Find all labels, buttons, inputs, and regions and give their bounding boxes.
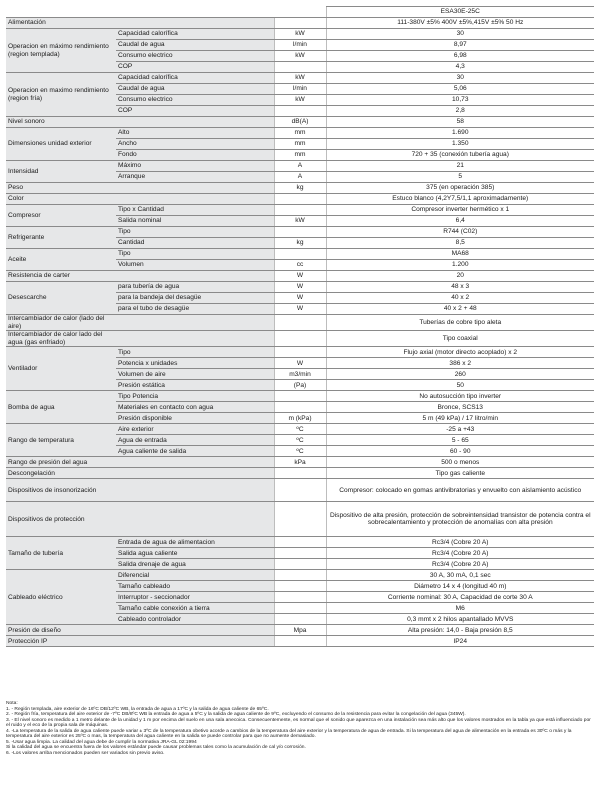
note-line: 4. -La temperatura de la salida de agua caliente puede variar ± 3ºC de la temperatura obetivo acorde a cambios de la temperatura del aire exterior y la temperatura de agua de entrada. Si la temperatura del agua de alimentación en la entrada es 30ºC o más y la temperatura del aire exterior es 25ºC o mas, la temperatura del agua caliente en la salida se puede controlar para que no aumente demasiado. (6, 728, 572, 739)
sub-label: Volumen de aire (116, 369, 274, 380)
unit-cell: W (274, 293, 326, 304)
value-cell: IP24 (326, 636, 594, 647)
note-line: 5. -Usar agua limpia. La calidad del agua debe de cumplir la normativa JRA-GL 02:1994 (6, 739, 197, 745)
group-label: Intercambiador de calor lado del agua (gas enfriado) (6, 331, 116, 347)
sub-label: Consumo electrico (116, 95, 274, 106)
group-label: Nivel sonoro (6, 117, 116, 128)
spec-table-body (6, 7, 594, 647)
sub-label: Tipo (116, 249, 274, 260)
value-cell: 30 (326, 29, 594, 40)
note-line: 1. - Región templada, aire exterior de 16ºC DB/12ºC WB, la entrada de agua a 17ºC y la salida de agua caliente de 65ºC. (6, 706, 269, 712)
sub-label: Entrada de agua de alimentacion (116, 537, 274, 548)
spec-row (6, 161, 594, 172)
unit-cell (274, 62, 326, 73)
sub-label: COP (116, 106, 274, 117)
value-cell: 50 (326, 380, 594, 391)
group-label: Tamaño de tubería (6, 537, 116, 570)
group-label: Alimentación (6, 18, 116, 29)
unit-cell: W (274, 271, 326, 282)
sub-label (116, 457, 274, 468)
sub-label: Caudal de agua (116, 40, 274, 51)
spec-row (6, 479, 594, 502)
value-cell: 1.200 (326, 260, 594, 271)
note-line: 6. -Los valores arriba mencionados pueden ser variados sin previo aviso. (6, 750, 165, 756)
group-label: Dispositivos de insonorización (6, 479, 116, 502)
group-label: Cableado eléctrico (6, 570, 116, 625)
value-cell: 40 x 2 + 48 (326, 304, 594, 315)
value-cell: Rc3/4 (Cobre 20 A) (326, 559, 594, 570)
sub-label: Arranque (116, 172, 274, 183)
value-cell: No autosucción tipo inverter (326, 391, 594, 402)
spec-row (6, 625, 594, 636)
sub-label: Tipo x Cantidad (116, 205, 274, 216)
value-cell: 20 (326, 271, 594, 282)
unit-cell (274, 603, 326, 614)
value-cell: 375 (en operación 385) (326, 183, 594, 194)
sub-label: para tubería de agua (116, 282, 274, 293)
value-cell: 1.350 (326, 139, 594, 150)
spec-row (6, 468, 594, 479)
value-cell: 1.690 (326, 128, 594, 139)
sub-label: Tipo (116, 227, 274, 238)
group-label: Ventilador (6, 347, 116, 391)
value-cell: -25 a +43 (326, 424, 594, 435)
unit-cell: kPa (274, 457, 326, 468)
value-cell: M6 (326, 603, 594, 614)
group-label: Dimensiones unidad exterior (6, 128, 116, 161)
unit-cell (274, 548, 326, 559)
value-cell: Bronce, SCS13 (326, 402, 594, 413)
value-cell: 21 (326, 161, 594, 172)
value-cell: Flujo axial (motor directo acoplado) x 2 (326, 347, 594, 358)
unit-cell (274, 581, 326, 592)
group-label: Peso (6, 183, 116, 194)
value-cell: Compresor inverter hermético x 1 (326, 205, 594, 216)
unit-cell: kW (274, 29, 326, 40)
value-cell: Rc3/4 (Cobre 20 A) (326, 537, 594, 548)
sub-label: Presión disponible (116, 413, 274, 424)
sub-label: Diferencial (116, 570, 274, 581)
unit-cell: W (274, 304, 326, 315)
group-label: Bomba de agua (6, 391, 116, 424)
unit-cell: (Pa) (274, 380, 326, 391)
sub-label (116, 479, 274, 502)
sub-label: Cableado controlador (116, 614, 274, 625)
unit-cell: W (274, 282, 326, 293)
group-label: Desescarche (6, 282, 116, 315)
spec-row (6, 457, 594, 468)
sub-label: Tipo (116, 347, 274, 358)
value-cell: 5 (326, 172, 594, 183)
sub-label: Capacidad calorífica (116, 29, 274, 40)
sub-label (116, 636, 274, 647)
unit-cell (274, 205, 326, 216)
sub-label: Tipo Potencia (116, 391, 274, 402)
value-cell: 5 - 65 (326, 435, 594, 446)
sub-label: Tamaño cable conexión a tierra (116, 603, 274, 614)
unit-cell: l/min (274, 40, 326, 51)
sub-label: para la bandeja del desagüe (116, 293, 274, 304)
sub-label: Salida agua caliente (116, 548, 274, 559)
unit-cell (274, 106, 326, 117)
spec-row (6, 502, 594, 537)
value-cell: Rc3/4 (Cobre 20 A) (326, 548, 594, 559)
value-cell: Alta presión: 14,0 - Baja presión 8,5 (326, 625, 594, 636)
group-label: Dispositivos de protección (6, 502, 116, 537)
group-label: Rango de temperatura (6, 424, 116, 457)
group-label: Aceite (6, 249, 116, 271)
spec-row (6, 205, 594, 216)
sub-label: Volumen (116, 260, 274, 271)
sub-label: Presión estática (116, 380, 274, 391)
unit-cell: W (274, 358, 326, 369)
group-label: Descongelación (6, 468, 116, 479)
sub-label: Caudal de agua (116, 84, 274, 95)
group-label: Rango de presión del agua (6, 457, 116, 468)
value-cell: 30 A, 30 mA, 0,1 sec (326, 570, 594, 581)
spec-row (6, 331, 594, 347)
unit-cell: dB(A) (274, 117, 326, 128)
value-cell: 5,06 (326, 84, 594, 95)
group-label: Compresor (6, 205, 116, 227)
unit-cell (274, 502, 326, 537)
value-cell: Diámetro 14 x 4 (longitud 40 m) (326, 581, 594, 592)
unit-cell (274, 592, 326, 603)
unit-cell: kW (274, 95, 326, 106)
unit-cell (274, 559, 326, 570)
spec-sheet (6, 6, 594, 647)
sub-label: Fondo (116, 150, 274, 161)
unit-cell: mm (274, 139, 326, 150)
value-cell: 5 m (49 kPa) / 17 litro/min (326, 413, 594, 424)
note-line: 3. - El nivel sonoro es medido a 1 metro delante de la unidad y 1 m por encima del suelo en una sala anecoica. Consecuentemente, es normal que el sonido que aparezca en una instalación sea más alto que los valores mostrados en la tabla ya que está influenciado por el ruido y el eco de la propia sala de máquinas. (6, 717, 591, 728)
value-cell: Estuco blanco (4,2Y7,5/1,1 aproximadamente) (326, 194, 594, 205)
value-cell: 8,5 (326, 238, 594, 249)
unit-cell: l/min (274, 84, 326, 95)
spec-row (6, 73, 594, 84)
group-label: Resistencia de carter (6, 271, 116, 282)
sub-label: COP (116, 62, 274, 73)
header-row (6, 7, 594, 18)
value-cell: 40 x 2 (326, 293, 594, 304)
sub-label: Ancho (116, 139, 274, 150)
value-cell: MA68 (326, 249, 594, 260)
group-label: Intensidad (6, 161, 116, 183)
value-cell: Tipo gas caliente (326, 468, 594, 479)
value-cell: 720 + 35 (conexión tubería agua) (326, 150, 594, 161)
group-label: Operacion en maximo rendimiento (region fría) (6, 73, 116, 117)
value-cell: 30 (326, 73, 594, 84)
sub-label: Consumo electrico (116, 51, 274, 62)
unit-cell: Mpa (274, 625, 326, 636)
value-cell: 58 (326, 117, 594, 128)
sub-label: Alto (116, 128, 274, 139)
model-header: ESA30E-25C (326, 7, 594, 18)
unit-cell (274, 227, 326, 238)
unit-cell: mm (274, 150, 326, 161)
sub-label (116, 315, 274, 331)
unit-cell (274, 570, 326, 581)
sub-label (116, 18, 274, 29)
unit-cell: ºC (274, 446, 326, 457)
group-label: Operacion en máximo rendimiento (region templada) (6, 29, 116, 73)
sub-label (116, 502, 274, 537)
spec-row (6, 29, 594, 40)
unit-cell: A (274, 172, 326, 183)
sub-label (116, 271, 274, 282)
group-label: Color (6, 194, 116, 205)
sub-label: Interruptor - seccionador (116, 592, 274, 603)
note-line: Nota: (6, 701, 18, 706)
sub-label (116, 117, 274, 128)
spec-row (6, 128, 594, 139)
unit-cell: kg (274, 238, 326, 249)
spec-row (6, 227, 594, 238)
sub-label (116, 468, 274, 479)
unit-cell (274, 479, 326, 502)
unit-cell (274, 315, 326, 331)
unit-cell (274, 18, 326, 29)
value-cell: 48 x 3 (326, 282, 594, 293)
value-cell: Tuberías de cobre tipo aleta (326, 315, 594, 331)
group-label: Refrigerante (6, 227, 116, 249)
value-cell: 4,3 (326, 62, 594, 73)
unit-cell (274, 636, 326, 647)
unit-cell (274, 468, 326, 479)
sub-label: Aire exterior (116, 424, 274, 435)
sub-label (116, 331, 274, 347)
spec-row (6, 570, 594, 581)
sub-label: Cantidad (116, 238, 274, 249)
sub-label: Agua de entrada (116, 435, 274, 446)
value-cell: 386 x 2 (326, 358, 594, 369)
value-cell: Tipo coaxial (326, 331, 594, 347)
spec-row (6, 18, 594, 29)
unit-cell: kW (274, 73, 326, 84)
sub-label: Capacidad calorífica (116, 73, 274, 84)
sub-label: Materiales en contacto con agua (116, 402, 274, 413)
sub-label (116, 183, 274, 194)
spec-row (6, 271, 594, 282)
unit-cell (274, 537, 326, 548)
spec-row (6, 424, 594, 435)
sub-label: Potencia x unidades (116, 358, 274, 369)
spec-row (6, 117, 594, 128)
value-cell: 8,97 (326, 40, 594, 51)
spec-row (6, 194, 594, 205)
sub-label: Salida nominal (116, 216, 274, 227)
value-cell: 10,73 (326, 95, 594, 106)
unit-cell: A (274, 161, 326, 172)
unit-cell (274, 331, 326, 347)
spec-row (6, 183, 594, 194)
sub-label (116, 194, 274, 205)
value-cell: 500 o menos (326, 457, 594, 468)
unit-cell: ºC (274, 435, 326, 446)
sub-label: para el tubo de desagüe (116, 304, 274, 315)
note-line: 2. - Región fría, temperatura del aire exterior de -7ºC DB/8ºC WB la entrada de agua a 5ºC y la salida de agua caliente de 9ºC, excluyendo el consumo de la resistencia para evitar la congelación del agua (345W). (6, 712, 466, 717)
unit-cell (274, 402, 326, 413)
unit-cell (274, 391, 326, 402)
unit-cell: m3/min (274, 369, 326, 380)
unit-cell: kW (274, 51, 326, 62)
sub-label: Máximo (116, 161, 274, 172)
sub-label: Agua caliente de salida (116, 446, 274, 457)
value-cell: 6,4 (326, 216, 594, 227)
value-cell: Dispositivo de alta presión, protección de sobreintensidad transistor de potencia contra el sobrecalentamiento y protección de anomalías con alta presión (326, 502, 594, 537)
unit-cell (274, 347, 326, 358)
note-line: Si la calidad del agua se encuentra fuera de los valores estándar puede causar problemas tales como la acumulación de cal y/o corrosión. (6, 745, 306, 750)
unit-cell: mm (274, 128, 326, 139)
spec-row (6, 249, 594, 260)
value-cell: 111-380V ±5% 400V ±5%,415V ±5% 50 Hz (326, 18, 594, 29)
sub-label: Tamaño cableado (116, 581, 274, 592)
unit-cell (274, 249, 326, 260)
unit-cell: m (kPa) (274, 413, 326, 424)
sub-label: Salida drenaje de agua (116, 559, 274, 570)
group-label: Presión de diseño (6, 625, 116, 636)
spec-row (6, 537, 594, 548)
spec-table (6, 6, 594, 647)
spec-row (6, 282, 594, 293)
unit-cell: kW (274, 216, 326, 227)
spec-row (6, 391, 594, 402)
value-cell: Compresor: colocado en gomas antivibratorias y envuelto con aislamiento acústico (326, 479, 594, 502)
spec-row (6, 315, 594, 331)
notes-block (6, 701, 594, 756)
value-cell: 260 (326, 369, 594, 380)
value-cell: 2,8 (326, 106, 594, 117)
value-cell: R744 (C02) (326, 227, 594, 238)
unit-cell: cc (274, 260, 326, 271)
value-cell: 6,98 (326, 51, 594, 62)
unit-cell: ºC (274, 424, 326, 435)
unit-cell (274, 614, 326, 625)
unit-cell (274, 194, 326, 205)
unit-cell: kg (274, 183, 326, 194)
sub-label (116, 625, 274, 636)
group-label: Protección IP (6, 636, 116, 647)
spec-row (6, 347, 594, 358)
value-cell: 60 - 90 (326, 446, 594, 457)
spec-row (6, 636, 594, 647)
group-label: Intercambiador de calor (lado del aire) (6, 315, 116, 331)
value-cell: Corriente nominal: 30 A, Capacidad de corte 30 A (326, 592, 594, 603)
value-cell: 0,3 mmt x 2 hilos apantallado MVVS (326, 614, 594, 625)
